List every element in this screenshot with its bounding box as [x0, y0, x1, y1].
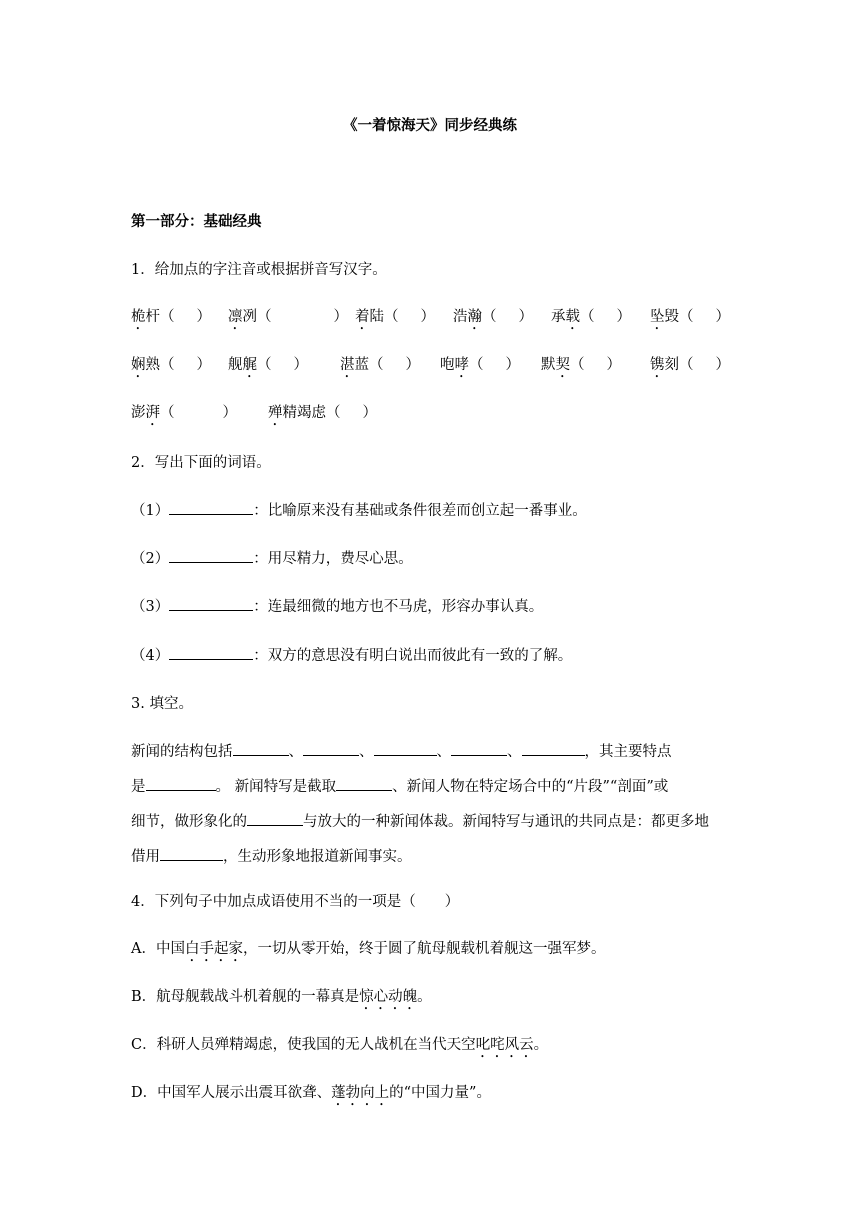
section-heading: 第一部分：基础经典 [131, 214, 262, 230]
q1-word: 殚精竭虑（ ） [268, 405, 377, 421]
q1-word: 着陆（ ） [355, 309, 435, 325]
q2-item: （4） ：双方的意思没有明白说出而彼此有一致的了解。 [131, 644, 572, 665]
q2-item: （3） ：连最细微的地方也不马虎，形容办事认真。 [131, 595, 543, 616]
answer-blank[interactable] [522, 741, 585, 756]
q1-word: 默契（ ） [541, 357, 621, 373]
q3-prompt: 3. 填空。 [131, 696, 193, 712]
q1-word: 桅杆（ ） [131, 309, 211, 325]
q3-line: 借用 ，生动形象地报道新闻事实。 [131, 845, 412, 866]
q4-prompt: 4．下列句子中加点成语使用不当的一项是（ ） [131, 894, 460, 910]
q2-prompt: 2．写出下面的词语。 [131, 455, 271, 471]
q3-line: 细节，做形象化的 与放大的一种新闻体裁。新闻特写与通讯的共同点是：都更多地 [131, 810, 709, 831]
q1-word: 浩瀚（ ） [453, 309, 533, 325]
q1-word: 咆哮（ ） [440, 357, 520, 373]
page-title: 《一着惊海天》同步经典练 [343, 118, 517, 134]
q4-option-d[interactable]: D．中国军人展示出震耳欲聋、蓬勃向上的“中国力量”。 [131, 1085, 491, 1101]
q1-prompt: 1．给加点的字注音或根据拼音写汉字。 [131, 262, 387, 278]
q2-item: （2） ：用尽精力，费尽心思。 [131, 547, 413, 568]
answer-blank[interactable] [169, 645, 253, 660]
answer-blank[interactable] [336, 776, 392, 791]
q1-word: 凛冽（ ） [228, 309, 348, 325]
answer-blank[interactable] [146, 776, 216, 791]
answer-blank[interactable] [303, 741, 359, 756]
answer-blank[interactable] [247, 811, 303, 826]
answer-blank[interactable] [160, 846, 223, 861]
q1-word: 舰艉（ ） [228, 357, 308, 373]
answer-blank[interactable] [169, 500, 253, 515]
q3-line: 是 。 新闻特写是截取 、新闻人物在特定场合中的“片段”“剖面”或 [131, 775, 668, 796]
q3-line: 新闻的结构包括 、 、 、 、 ，其主要特点 [131, 740, 672, 761]
answer-blank[interactable] [169, 548, 253, 563]
q1-word: 娴熟（ ） [131, 357, 211, 373]
q4-option-a[interactable]: A．中国白手起家，一切从零开始，终于圆了航母舰载机着舰这一强军梦。 [131, 941, 606, 957]
answer-blank[interactable] [451, 741, 507, 756]
answer-blank[interactable] [374, 741, 437, 756]
q1-word: 澎湃（ ） [131, 405, 237, 421]
q2-item: （1） ：比喻原来没有基础或条件很差而创立起一番事业。 [131, 499, 587, 520]
q4-option-b[interactable]: B．航母舰载战斗机着舰的一幕真是惊心动魄。 [131, 989, 432, 1005]
answer-blank[interactable] [233, 741, 289, 756]
q1-word: 镌刻（ ） [650, 357, 730, 373]
answer-blank[interactable] [169, 596, 253, 611]
q1-word: 承载（ ） [551, 309, 631, 325]
q1-word: 湛蓝（ ） [340, 357, 420, 373]
q1-word: 坠毁（ ） [650, 309, 730, 325]
q4-option-c[interactable]: C．科研人员殚精竭虑，使我国的无人战机在当代天空叱咤风云。 [131, 1037, 549, 1053]
